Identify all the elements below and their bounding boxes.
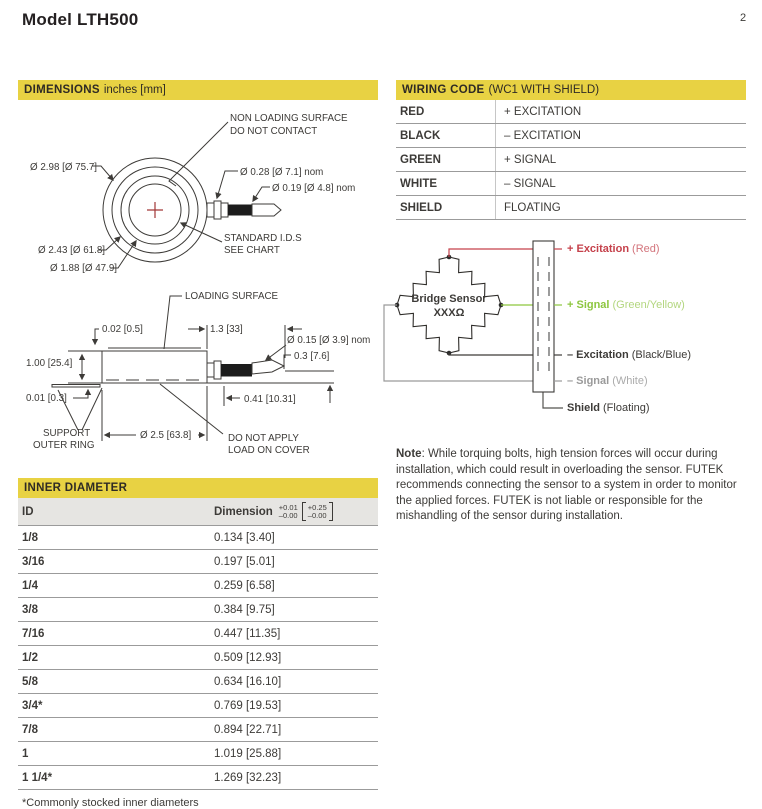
wire-pos-excitation [449, 249, 533, 257]
mm-tolerance-stack: +0.25 –0.00 [307, 502, 327, 520]
table-row: 1/2 0.509 [12.93] [18, 646, 378, 670]
inner-diameter-footnote: *Commonly stocked inner diameters [22, 797, 199, 809]
note-label: Note [396, 448, 422, 460]
label-dia-inner: Ø 1.88 [Ø 47.9] [50, 263, 117, 274]
tolerance-bracket-right [329, 502, 333, 521]
label-dia-connector: Ø 0.28 [Ø 7.1] nom [240, 167, 324, 178]
label-dia-cable: Ø 0.19 [Ø 4.8] nom [272, 183, 356, 194]
table-row: 1 1.019 [25.88] [18, 742, 378, 766]
bridge-nodes [395, 255, 504, 356]
wiring-header-title: WIRING CODE [402, 84, 485, 96]
neg-signal-label: – Signal (White) [567, 375, 648, 387]
dimensions-header-title: DIMENSIONS [24, 84, 100, 96]
label-body-height: 1.00 [25.4] [26, 358, 73, 369]
pos-signal-label: + Signal (Green/Yellow) [567, 299, 685, 311]
bridge-sensor-diagram [381, 235, 746, 420]
label-connector-length: 1.3 [33] [210, 324, 243, 335]
inner-diameter-header [18, 478, 378, 498]
label-support-1: SUPPORT [43, 428, 91, 439]
label-dia-outer: Ø 2.98 [Ø 75.7] [30, 162, 97, 173]
wire-neg-excitation [449, 353, 533, 355]
neg-excitation-label: – Excitation (Black/Blue) [567, 349, 692, 361]
table-row: RED + EXCITATION [396, 100, 746, 124]
table-row: GREEN + SIGNAL [396, 148, 746, 172]
label-body-dia: Ø 2.5 [63.8] [140, 430, 192, 441]
label-cable-dia: Ø 0.15 [Ø 3.9] nom [287, 335, 371, 346]
page-title: Model LTH500 [22, 10, 139, 29]
label-non-loading-2: DO NOT CONTACT [230, 126, 318, 137]
label-ring-gap: 0.01 [0.3] [26, 393, 67, 404]
label-support-2: OUTER RING [33, 440, 95, 451]
bridge-diamond [397, 257, 501, 353]
label-loading-surface: LOADING SURFACE [185, 291, 279, 302]
tolerance-bracket-left [302, 502, 306, 521]
table-row: BLACK – EXCITATION [396, 124, 746, 148]
wiring-header [396, 80, 746, 100]
center-cross-mark [147, 202, 163, 218]
dimensions-section [18, 80, 378, 809]
label-no-load-1: DO NOT APPLY [228, 433, 299, 444]
side-view-drawing [52, 296, 334, 441]
pos-excitation-label: + Excitation (Red) [567, 243, 660, 255]
table-row: 3/16 0.197 [5.01] [18, 550, 378, 574]
label-non-loading-1: NON LOADING SURFACE [230, 113, 348, 124]
table-row: 1/4 0.259 [6.58] [18, 574, 378, 598]
table-row: SHIELD FLOATING [396, 196, 746, 220]
cable-connector [533, 241, 554, 392]
table-row: 7/16 0.447 [11.35] [18, 622, 378, 646]
dimension-col-label: Dimension [214, 505, 273, 518]
table-row: WHITE – SIGNAL [396, 172, 746, 196]
inner-diameter-header-title: INNER DIAMETER [24, 482, 128, 494]
label-no-load-2: LOAD ON COVER [228, 445, 310, 456]
top-view-labels [30, 113, 355, 274]
table-row: 5/8 0.634 [16.10] [18, 670, 378, 694]
installation-note [396, 447, 746, 525]
label-standard-ids-1: STANDARD I.D.S [224, 233, 302, 244]
col-header-id: ID [18, 498, 213, 526]
bridge-sensor-label: Bridge Sensor [411, 293, 487, 305]
dimensions-header-units: inches [mm] [103, 84, 166, 96]
bridge-resistance-label: XXXΩ [433, 307, 465, 319]
label-cable-height: 0.3 [7.6] [294, 351, 330, 362]
note-body: : While torquing bolts, high tension forces will occur during installation, which could result in overloading the sensor. FUTEK recommends connecting the sensor to a system in order to monitor the applied forces. FUTEK is not liable or responsible for the mishandling of the sensor during installation. [396, 448, 737, 522]
table-row: 3/8 0.384 [9.75] [18, 598, 378, 622]
col-header-dimension [213, 498, 378, 526]
label-plate-thickness: 0.02 [0.5] [102, 324, 143, 335]
inner-diameter-table [18, 498, 378, 790]
table-row: 1/8 0.134 [3.40] [18, 526, 378, 550]
wiring-header-subtitle: (WC1 WITH SHIELD) [488, 84, 600, 96]
inch-tolerance-stack: +0.01 –0.00 [278, 502, 298, 520]
label-standard-ids-2: SEE CHART [224, 245, 280, 256]
wiring-table [396, 100, 746, 220]
inner-diameter-header-row [18, 498, 378, 526]
dimension-drawing [18, 100, 378, 470]
wire-shield [543, 392, 563, 408]
dimensions-header [18, 80, 378, 100]
page-number: 2 [740, 12, 747, 24]
wiring-section [396, 80, 746, 525]
table-row: 3/4* 0.769 [19.53] [18, 694, 378, 718]
label-stub-length: 0.41 [10.31] [244, 394, 296, 405]
inner-diameter-section [18, 478, 378, 809]
table-row: 1 1/4* 1.269 [32.23] [18, 766, 378, 790]
label-dia-mid: Ø 2.43 [Ø 61.8] [38, 245, 105, 256]
shield-label: Shield (Floating) [567, 402, 650, 414]
table-row: 7/8 0.894 [22.71] [18, 718, 378, 742]
